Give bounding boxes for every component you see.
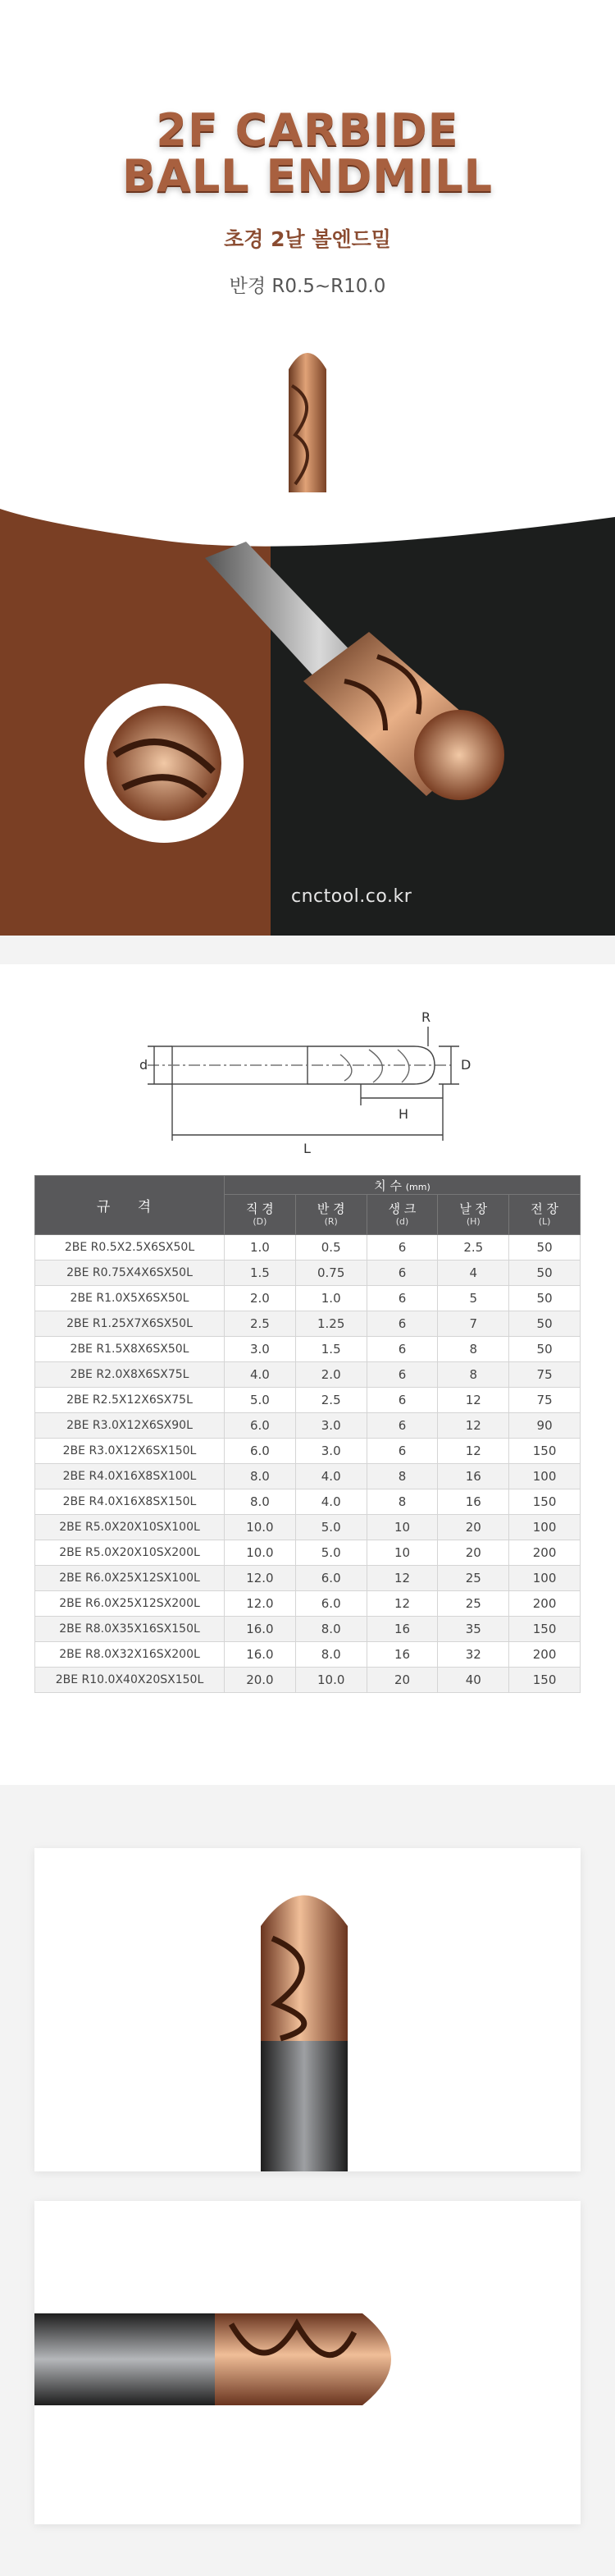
dimension-cell: 2.0 — [295, 1362, 367, 1388]
dimension-cell: 150 — [509, 1489, 581, 1515]
column-header-label: 생 크 — [388, 1201, 417, 1216]
dimension-cell: 1.0 — [225, 1235, 296, 1261]
dimension-cell: 20 — [367, 1668, 438, 1693]
dimension-cell: 4 — [438, 1261, 509, 1286]
column-header-symbol: (L) — [538, 1216, 551, 1227]
spec-table — [34, 1175, 581, 1693]
table-row — [35, 1235, 581, 1261]
dimension-cell: 100 — [509, 1566, 581, 1591]
dimension-cell: 150 — [509, 1617, 581, 1642]
product-subtitle: 초경 2날 볼엔드밀 — [224, 227, 391, 251]
dimension-cell: 0.75 — [295, 1261, 367, 1286]
dimension-cell: 8 — [438, 1337, 509, 1362]
dim-label-d: d — [139, 1057, 148, 1073]
spec-column-header: 규 격 — [35, 1176, 225, 1235]
dimension-cell: 75 — [509, 1388, 581, 1413]
dimension-cell: 50 — [509, 1311, 581, 1337]
spec-cell: 2BE R1.25X7X6SX50L — [35, 1311, 225, 1337]
column-header-symbol: (H) — [466, 1216, 481, 1227]
dimension-cell: 0.5 — [295, 1235, 367, 1261]
endmill-dimension-diagram — [123, 989, 517, 1153]
dimensions-header — [225, 1176, 581, 1195]
dimension-cell: 50 — [509, 1261, 581, 1286]
dimension-cell: 6.0 — [295, 1591, 367, 1617]
table-row — [35, 1388, 581, 1413]
dimension-cell: 1.0 — [295, 1286, 367, 1311]
spec-cell: 2BE R1.0X5X6SX50L — [35, 1286, 225, 1311]
website-text: cnctool.co.kr — [291, 886, 412, 907]
table-row — [35, 1540, 581, 1566]
column-header-4 — [509, 1195, 581, 1235]
dimension-cell: 6.0 — [295, 1566, 367, 1591]
table-row — [35, 1668, 581, 1693]
spec-cell: 2BE R0.5X2.5X6SX50L — [35, 1235, 225, 1261]
dimension-cell: 1.5 — [295, 1337, 367, 1362]
dimension-cell: 12 — [438, 1388, 509, 1413]
dimension-cell: 8 — [367, 1489, 438, 1515]
dim-label-h: H — [399, 1106, 409, 1122]
column-header-1 — [295, 1195, 367, 1235]
dimension-cell: 3.0 — [225, 1337, 296, 1362]
product-photo-vertical — [34, 1848, 581, 2171]
product-title-line1: 2F CARBIDE — [156, 104, 459, 156]
column-header-symbol: (R) — [324, 1216, 338, 1227]
dimension-cell: 16.0 — [225, 1642, 296, 1668]
spec-cell: 2BE R4.0X16X8SX100L — [35, 1464, 225, 1489]
dimension-cell: 16 — [367, 1642, 438, 1668]
column-header-3 — [438, 1195, 509, 1235]
spec-cell: 2BE R1.5X8X6SX50L — [35, 1337, 225, 1362]
dimension-cell: 8.0 — [295, 1642, 367, 1668]
table-row — [35, 1362, 581, 1388]
dimension-cell: 12 — [438, 1413, 509, 1439]
dimension-cell: 16.0 — [225, 1617, 296, 1642]
dimension-cell: 25 — [438, 1566, 509, 1591]
dimension-cell: 10.0 — [225, 1515, 296, 1540]
hero-section — [0, 0, 615, 936]
dimension-cell: 4.0 — [295, 1464, 367, 1489]
dimension-cell: 150 — [509, 1439, 581, 1464]
dimension-cell: 12.0 — [225, 1591, 296, 1617]
dimension-cell: 12 — [438, 1439, 509, 1464]
dim-label-big-d: D — [461, 1057, 472, 1073]
dimension-cell: 7 — [438, 1311, 509, 1337]
dimension-cell: 6 — [367, 1439, 438, 1464]
spec-cell: 2BE R6.0X25X12SX100L — [35, 1566, 225, 1591]
dimension-cell: 10 — [367, 1515, 438, 1540]
dimension-cell: 3.0 — [295, 1439, 367, 1464]
spec-cell: 2BE R3.0X12X6SX150L — [35, 1439, 225, 1464]
radius-range: 반경 R0.5~R10.0 — [229, 276, 386, 297]
dimension-cell: 3.0 — [295, 1413, 367, 1439]
dimension-cell: 6 — [367, 1286, 438, 1311]
spec-table-body — [35, 1235, 581, 1693]
spec-cell: 2BE R2.5X12X6SX75L — [35, 1388, 225, 1413]
dimension-cell: 1.5 — [225, 1261, 296, 1286]
dimension-cell: 5.0 — [295, 1540, 367, 1566]
spec-cell: 2BE R10.0X40X20SX150L — [35, 1668, 225, 1693]
dimension-cell: 6.0 — [225, 1413, 296, 1439]
column-header-symbol: (D) — [253, 1216, 267, 1227]
dimension-cell: 200 — [509, 1642, 581, 1668]
dimension-cell: 90 — [509, 1413, 581, 1439]
spec-cell: 2BE R8.0X32X16SX200L — [35, 1642, 225, 1668]
endmill-photo-horizontal — [34, 2201, 581, 2524]
dimension-cell: 8.0 — [225, 1464, 296, 1489]
dimension-cell: 12 — [367, 1566, 438, 1591]
dimension-cell: 8 — [438, 1362, 509, 1388]
dimension-cell: 200 — [509, 1540, 581, 1566]
dimension-cell: 6 — [367, 1362, 438, 1388]
dimension-cell: 10.0 — [225, 1540, 296, 1566]
dimension-cell: 5.0 — [225, 1388, 296, 1413]
dimension-cell: 16 — [438, 1464, 509, 1489]
dimension-cell: 25 — [438, 1591, 509, 1617]
dimension-cell: 2.5 — [295, 1388, 367, 1413]
dimension-cell: 2.0 — [225, 1286, 296, 1311]
dimension-cell: 2.5 — [438, 1235, 509, 1261]
spec-cell: 2BE R5.0X20X10SX200L — [35, 1540, 225, 1566]
dimension-cell: 40 — [438, 1668, 509, 1693]
product-photo-horizontal — [34, 2201, 581, 2524]
table-row — [35, 1591, 581, 1617]
table-row — [35, 1464, 581, 1489]
spec-cell: 2BE R5.0X20X10SX100L — [35, 1515, 225, 1540]
spec-cell: 2BE R4.0X16X8SX150L — [35, 1489, 225, 1515]
dimensions-header-label: 치 수 — [374, 1178, 402, 1193]
dimension-cell: 12.0 — [225, 1566, 296, 1591]
dimension-cell: 6 — [367, 1311, 438, 1337]
dimensions-unit: (mm) — [405, 1181, 430, 1192]
dimension-cell: 150 — [509, 1668, 581, 1693]
dimension-cell: 1.25 — [295, 1311, 367, 1337]
dimension-cell: 8.0 — [225, 1489, 296, 1515]
dimension-cell: 6 — [367, 1235, 438, 1261]
table-row — [35, 1439, 581, 1464]
column-header-0 — [225, 1195, 296, 1235]
dimension-cell: 6.0 — [225, 1439, 296, 1464]
dimension-cell: 16 — [367, 1617, 438, 1642]
dimension-cell: 8 — [367, 1464, 438, 1489]
dimension-cell: 200 — [509, 1591, 581, 1617]
spec-cell: 2BE R8.0X35X16SX150L — [35, 1617, 225, 1642]
table-row — [35, 1311, 581, 1337]
column-header-label: 날 장 — [459, 1201, 488, 1216]
dimension-cell: 8.0 — [295, 1617, 367, 1642]
table-row — [35, 1286, 581, 1311]
dimension-cell: 20 — [438, 1540, 509, 1566]
dimension-cell: 35 — [438, 1617, 509, 1642]
spec-cell: 2BE R3.0X12X6SX90L — [35, 1413, 225, 1439]
dimension-cell: 100 — [509, 1515, 581, 1540]
dimension-cell: 75 — [509, 1362, 581, 1388]
spec-table-wrapper — [34, 1175, 581, 1693]
table-row — [35, 1413, 581, 1439]
dimension-cell: 6 — [367, 1261, 438, 1286]
spec-cell: 2BE R2.0X8X6SX75L — [35, 1362, 225, 1388]
dimension-cell: 16 — [438, 1489, 509, 1515]
dimension-cell: 6 — [367, 1388, 438, 1413]
dim-label-r: R — [421, 1009, 431, 1025]
dim-label-l: L — [303, 1141, 311, 1153]
dimension-cell: 100 — [509, 1464, 581, 1489]
table-row — [35, 1642, 581, 1668]
dimension-cell: 6 — [367, 1413, 438, 1439]
column-header-label: 반 경 — [317, 1201, 345, 1216]
dimension-cell: 5 — [438, 1286, 509, 1311]
table-row — [35, 1337, 581, 1362]
product-banner — [0, 492, 615, 936]
dimension-cell: 20.0 — [225, 1668, 296, 1693]
endmill-photo-vertical — [34, 1848, 581, 2171]
dimension-cell: 50 — [509, 1337, 581, 1362]
table-row — [35, 1617, 581, 1642]
dimension-cell: 5.0 — [295, 1515, 367, 1540]
table-row — [35, 1489, 581, 1515]
dimension-cell: 10.0 — [295, 1668, 367, 1693]
dimension-cell: 12 — [367, 1591, 438, 1617]
dimension-cell: 6 — [367, 1337, 438, 1362]
dimension-cell: 50 — [509, 1235, 581, 1261]
dimension-cell: 50 — [509, 1286, 581, 1311]
product-title-line2: BALL ENDMILL — [121, 150, 494, 202]
column-header-label: 전 장 — [531, 1201, 558, 1216]
table-row — [35, 1261, 581, 1286]
table-row — [35, 1515, 581, 1540]
dimension-cell: 4.0 — [295, 1489, 367, 1515]
spec-cell: 2BE R0.75X4X6SX50L — [35, 1261, 225, 1286]
table-row — [35, 1566, 581, 1591]
dimension-cell: 32 — [438, 1642, 509, 1668]
dimension-cell: 2.5 — [225, 1311, 296, 1337]
dimension-cell: 20 — [438, 1515, 509, 1540]
dimension-cell: 10 — [367, 1540, 438, 1566]
dimension-cell: 4.0 — [225, 1362, 296, 1388]
column-header-label: 직 경 — [246, 1201, 274, 1216]
spec-cell: 2BE R6.0X25X12SX200L — [35, 1591, 225, 1617]
column-header-symbol: (d) — [395, 1216, 409, 1227]
column-header-2 — [367, 1195, 438, 1235]
